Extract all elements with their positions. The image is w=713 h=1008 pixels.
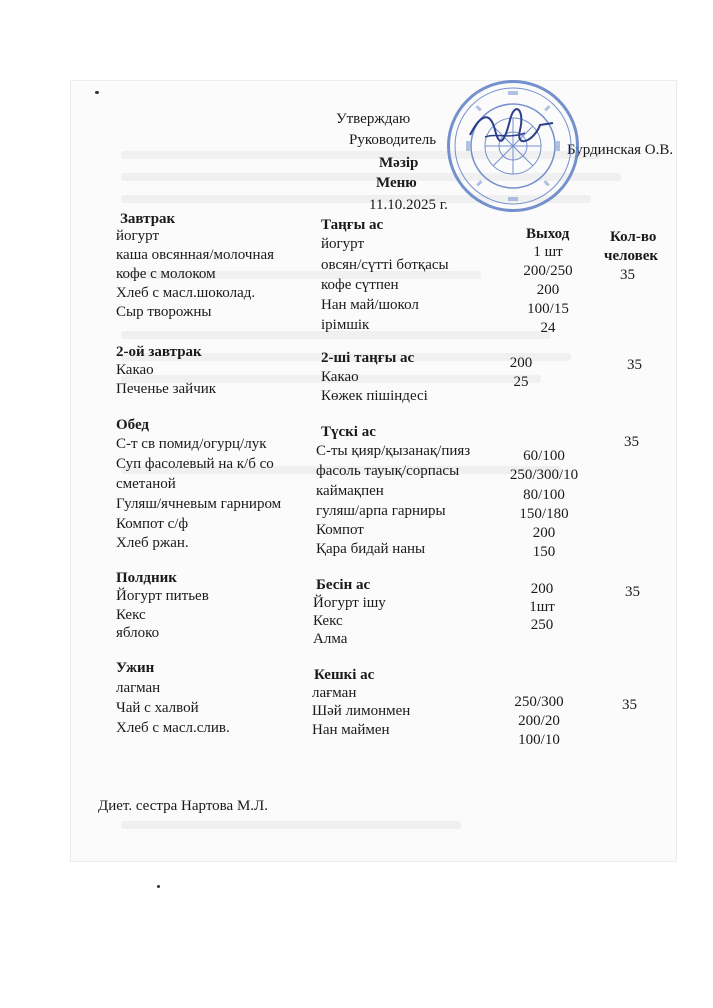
approve-label: Утверждаю <box>336 111 411 127</box>
item-ru: Сыр творожны <box>116 304 212 320</box>
item-output: 250 <box>530 617 554 633</box>
item-ru: лагман <box>116 680 161 696</box>
item-ru: Печенье зайчик <box>116 381 217 397</box>
person-count: 35 <box>620 267 635 283</box>
item-kz: Нан май/шокол <box>321 297 419 313</box>
person-count: 35 <box>625 584 640 600</box>
meal-title-ru: Полдник <box>116 570 177 586</box>
dietitian-signature-line: Диет. сестра Нартова М.Л. <box>98 798 268 814</box>
item-ru: яблоко <box>116 625 160 641</box>
item-kz: фасоль тауық/сорпасы <box>316 463 460 479</box>
meal-title-kz: Кешкі ас <box>314 667 375 683</box>
head-label: Руководитель <box>349 132 437 148</box>
persons-column-header: человек <box>604 248 659 264</box>
meal-title-ru: 2-ой завтрак <box>116 344 202 360</box>
item-kz: лағман <box>312 685 357 701</box>
item-output: 150/180 <box>519 506 569 522</box>
item-kz: Йогурт ішу <box>313 595 386 611</box>
item-ru: Хлеб с масл.слив. <box>116 720 230 736</box>
item-output: 60/100 <box>523 448 565 464</box>
item-ru: каша овсянная/молочная <box>116 247 275 263</box>
title-kz: Мәзір <box>379 155 419 171</box>
item-ru: Компот с/ф <box>116 516 189 532</box>
item-kz: Көжек пішіндесі <box>321 388 428 404</box>
signature-icon <box>465 105 555 150</box>
item-kz: Компот <box>316 522 364 538</box>
item-output: 250/300/10 <box>509 467 579 483</box>
title-ru: Меню <box>376 175 417 191</box>
item-output: 200/20 <box>518 713 560 729</box>
item-output: 150 <box>532 544 556 560</box>
item-output: 100/15 <box>527 301 569 317</box>
paper-speck <box>157 885 160 888</box>
item-kz: йогурт <box>321 236 365 252</box>
item-ru: Какао <box>116 362 154 378</box>
item-kz: Шәй лимонмен <box>312 703 411 719</box>
item-output: 25 <box>513 374 529 390</box>
meal-title-kz: 2-ші таңғы ас <box>321 350 415 366</box>
item-kz: С-ты қияр/қызанақ/пияз <box>316 443 471 459</box>
item-ru: Чай с халвой <box>116 700 199 716</box>
item-ru: Хлеб ржан. <box>116 535 189 551</box>
person-count: 35 <box>624 434 639 450</box>
item-kz: овсян/сүтті ботқасы <box>321 257 449 273</box>
meal-title-ru: Ужин <box>116 660 155 676</box>
item-kz: кофе сүтпен <box>321 277 399 293</box>
meal-title-kz: Таңғы ас <box>321 217 384 233</box>
item-ru: йогурт <box>116 228 160 244</box>
meal-title-ru: Обед <box>116 417 150 433</box>
item-output: 200 <box>532 525 556 541</box>
item-output: 200 <box>530 581 554 597</box>
output-column-header: Выход <box>526 226 570 242</box>
item-ru: Кекс <box>116 607 146 623</box>
person-count: 35 <box>627 357 642 373</box>
paper-speck <box>95 91 99 94</box>
item-kz: Кекс <box>313 613 343 629</box>
meal-title-kz: Бесін ас <box>316 577 371 593</box>
item-ru: сметаной <box>116 476 176 492</box>
meal-title-ru: Завтрак <box>120 211 176 227</box>
item-ru: Йогурт питьев <box>116 588 209 604</box>
item-output: 200/250 <box>523 263 573 279</box>
item-output: 200 <box>536 282 560 298</box>
item-ru: Гуляш/ячневым гарниром <box>116 496 282 512</box>
item-output: 1шт <box>529 599 555 615</box>
item-output: 1 шт <box>533 244 563 260</box>
menu-date: 11.10.2025 г. <box>369 197 448 213</box>
item-kz: Қара бидай наны <box>316 541 426 557</box>
item-ru: кофе с молоком <box>116 266 216 282</box>
count-column-header: Кол-во <box>610 229 657 245</box>
item-output: 200 <box>509 355 533 371</box>
item-output: 80/100 <box>523 487 565 503</box>
item-kz: Какао <box>321 369 359 385</box>
item-kz: Алма <box>313 631 348 647</box>
item-kz: гуляш/арпа гарниры <box>316 503 446 519</box>
meal-title-kz: Түскі ас <box>321 424 376 440</box>
item-ru: Хлеб с масл.шоколад. <box>116 285 256 301</box>
head-name: Бурдинская О.В. <box>567 142 674 158</box>
item-output: 24 <box>540 320 556 336</box>
person-count: 35 <box>622 697 637 713</box>
item-ru: Суп фасолевый на к/б со <box>116 456 274 472</box>
item-kz: каймақпен <box>316 483 384 499</box>
item-output: 100/10 <box>518 732 560 748</box>
item-kz: ірімшік <box>321 317 370 333</box>
item-output: 250/300 <box>514 694 564 710</box>
item-ru: С-т св помид/огурц/лук <box>116 436 267 452</box>
item-kz: Нан маймен <box>312 722 390 738</box>
